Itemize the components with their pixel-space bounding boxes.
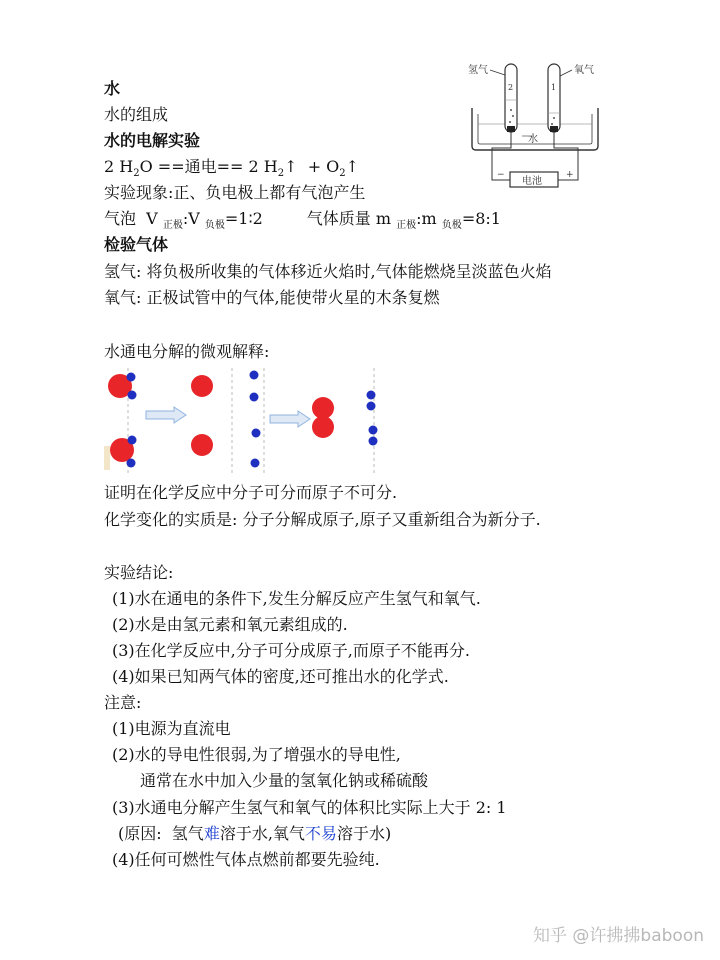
tube-scale-2: 2 — [508, 83, 514, 92]
reaction-equation — [104, 156, 359, 185]
oxygen-atom — [312, 416, 334, 438]
sub-positive: 正极 — [162, 220, 183, 232]
eq-sub: 2 — [339, 168, 346, 180]
reason-highlight: 难 — [203, 824, 220, 843]
hydrogen-atom — [251, 459, 260, 468]
eq-part: + O — [297, 157, 340, 176]
eq-sub: 2 — [133, 168, 140, 180]
micro-explanation-diagram — [104, 366, 394, 474]
hydrogen-atom — [367, 402, 376, 411]
battery-minus: − — [497, 170, 505, 180]
essence-statement: 化学变化的实质是: 分子分解成原子,原子又重新组合为新分子. — [104, 510, 541, 529]
eq-sub: 2 — [277, 168, 285, 180]
hydrogen-atom — [128, 391, 137, 400]
hydrogen-atom — [369, 426, 378, 435]
mass-label: 气体质量 m — [306, 209, 397, 228]
test-hydrogen: 氢气: 将负极所收集的气体移近火焰时,气体能燃烧呈淡蓝色火焰 — [104, 262, 552, 281]
hydrogen-atom — [127, 373, 136, 382]
reason-text: 溶于水,氧气 — [219, 824, 305, 843]
subtitle: 水的组成 — [104, 105, 169, 124]
hydrogen-atom — [252, 429, 261, 438]
page-title: 水 — [104, 79, 121, 98]
section-test-gas: 检验气体 — [104, 235, 169, 254]
eq-part: O ==通电== 2 H — [139, 157, 278, 176]
ratio-sep: :V — [182, 209, 205, 228]
hydrogen-atom — [250, 393, 259, 402]
hydrogen-atom — [250, 371, 259, 380]
sub-negative: 负极 — [204, 220, 225, 232]
watermark: 知乎 @许拂拂baboon — [533, 926, 704, 946]
reason-text: (原因: 氢气 — [118, 824, 204, 843]
battery-label: 电池 — [522, 176, 542, 187]
conclusion-item: (2)水是由氢元素和氧元素组成的. — [112, 615, 348, 634]
right-arrow-icon — [270, 411, 310, 427]
reason-text: 溶于水) — [336, 824, 392, 843]
gas-ratio-line — [104, 208, 501, 237]
volume-label: 气泡 V — [104, 209, 163, 228]
ratio-sep: :m — [416, 209, 442, 228]
water-label: 水 — [528, 134, 538, 145]
conclusion-title: 实验结论: — [104, 563, 174, 582]
right-arrow-icon — [146, 407, 186, 423]
battery-plus: + — [566, 170, 574, 180]
test-oxygen: 氧气: 正极试管中的气体,能使带火星的木条复燃 — [104, 288, 440, 307]
sub-positive: 正极 — [396, 220, 417, 232]
phenomenon: 实验现象:正、负电极上都有气泡产生 — [104, 183, 366, 202]
sub-negative: 负极 — [441, 220, 462, 232]
notes-title: 注意: — [104, 693, 142, 712]
electrolysis-apparatus-diagram — [462, 58, 608, 192]
up-arrow-icon: ↑ — [284, 157, 298, 176]
hydrogen-atom — [127, 459, 136, 468]
hydrogen-atom — [128, 436, 137, 445]
reason-line — [118, 823, 391, 845]
note-item: (1)电源为直流电 — [112, 719, 231, 738]
note-item: (3)水通电分解产生氢气和氧气的体积比实际上大于 2: 1 — [112, 798, 507, 817]
section-electrolysis: 水的电解实验 — [104, 131, 201, 150]
eq-part: 2 H — [104, 157, 134, 176]
conclusion-item: (1)水在通电的条件下,发生分解反应产生氢气和氧气. — [112, 589, 481, 608]
hydrogen-label: 氢气 — [468, 65, 488, 76]
volume-ratio: =1∶2 — [224, 209, 263, 228]
oxygen-label: 氧气 — [574, 65, 594, 76]
mass-ratio: =8:1 — [461, 209, 501, 228]
note-item: (2)水的导电性很弱,为了增强水的导电性, — [112, 745, 401, 764]
oxygen-atom — [191, 375, 213, 397]
tube-scale-1: 1 — [551, 83, 557, 92]
note-item: 通常在水中加入少量的氢氧化钠或稀硫酸 — [140, 771, 429, 790]
up-arrow-icon: ↑ — [345, 157, 360, 176]
conclusion-item: (4)如果已知两气体的密度,还可推出水的化学式. — [112, 667, 449, 686]
note-item: (4)任何可燃性气体点燃前都要先验纯. — [112, 850, 380, 869]
micro-title: 水通电分解的微观解释: — [104, 342, 270, 361]
oxygen-atom — [191, 434, 213, 456]
oxygen-atom — [312, 397, 334, 419]
hydrogen-atom — [369, 437, 378, 446]
proof-statement: 证明在化学反应中分子可分而原子不可分. — [104, 483, 398, 502]
hydrogen-atom — [367, 391, 376, 400]
conclusion-item: (3)在化学反应中,分子可分成原子,而原子不能再分. — [112, 641, 470, 660]
reason-highlight: 不易 — [304, 824, 337, 843]
